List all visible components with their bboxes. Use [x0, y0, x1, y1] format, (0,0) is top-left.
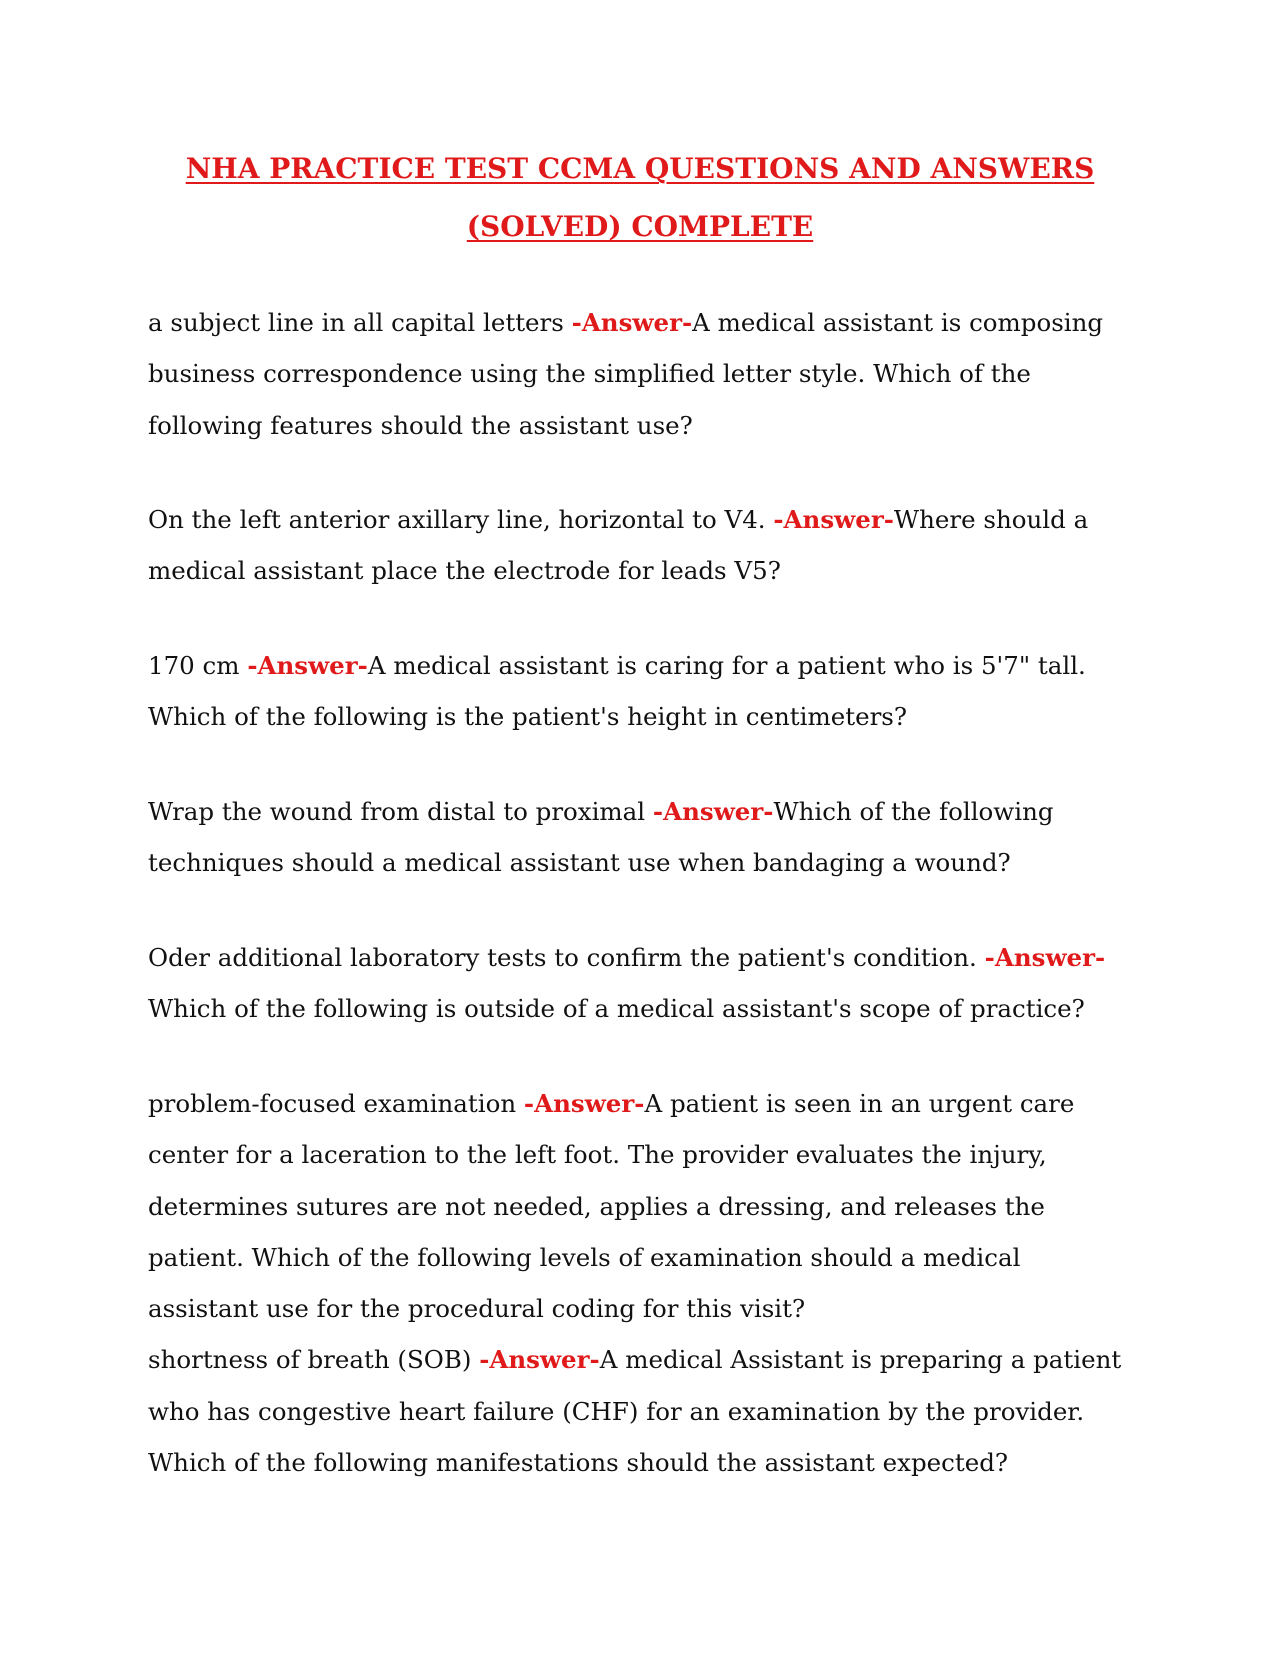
answer-marker: -Answer- — [652, 797, 774, 826]
question-text: A medical assistant is composing business correspondence using the simplified letter style. Which of the following features should the assistant use? — [148, 308, 1104, 440]
qa-entry-2 — [148, 494, 1138, 597]
answer-marker: -Answer- — [571, 308, 693, 337]
qa-entry-4 — [148, 786, 1138, 889]
answer-text: Oder additional laboratory tests to confirm the patient's condition. — [148, 943, 977, 972]
qa-entry-6 — [148, 1078, 1138, 1488]
answer-text: On the left anterior axillary line, horizontal to V4. — [148, 505, 766, 534]
qa-entry-1 — [148, 297, 1138, 451]
question-text: Which of the following is outside of a medical assistant's scope of practice? — [148, 994, 1085, 1024]
document-title — [0, 140, 1280, 256]
answer-marker: -Answer- — [479, 1345, 600, 1375]
answer-text: a subject line in all capital letters — [148, 308, 564, 337]
answer-text: Wrap the wound from distal to proximal — [148, 797, 646, 826]
question-text: A patient is seen in an urgent care center for a laceration to the left foot. The provider evaluates the injury, determines sutures are not needed, applies a dressing, and releases the patient. Which of the following levels of examination should a medical assistant use for the procedural coding for this visit? — [148, 1089, 1075, 1324]
title-line-2: (SOLVED) COMPLETE — [466, 210, 814, 243]
question-text: Which of the following techniques should a medical assistant use when bandaging a wound? — [148, 797, 1054, 878]
answer-text: problem-focused examination — [148, 1089, 517, 1118]
answer-text: shortness of breath (SOB) — [148, 1345, 472, 1375]
question-text: Where should a medical assistant place the electrode for leads V5? — [148, 505, 1089, 586]
qa-entry-5 — [148, 932, 1138, 1035]
answer-marker: -Answer- — [523, 1089, 645, 1118]
title-line-1: NHA PRACTICE TEST CCMA QUESTIONS AND ANSWERS — [185, 152, 1095, 185]
answer-text: 170 cm — [148, 651, 240, 680]
answer-marker: -Answer- — [773, 505, 894, 534]
question-text: A medical Assistant is preparing a patient who has congestive heart failure (CHF) for an examination by the provider. Which of the following manifestations should the assistant expected? — [148, 1345, 1122, 1478]
question-text: A medical assistant is caring for a patient who is 5'7" tall. Which of the following is the patient's height in centimeters? — [148, 651, 1086, 732]
qa-entry-3 — [148, 640, 1138, 743]
answer-marker: -Answer- — [247, 651, 368, 680]
answer-marker: -Answer- — [984, 943, 1106, 972]
